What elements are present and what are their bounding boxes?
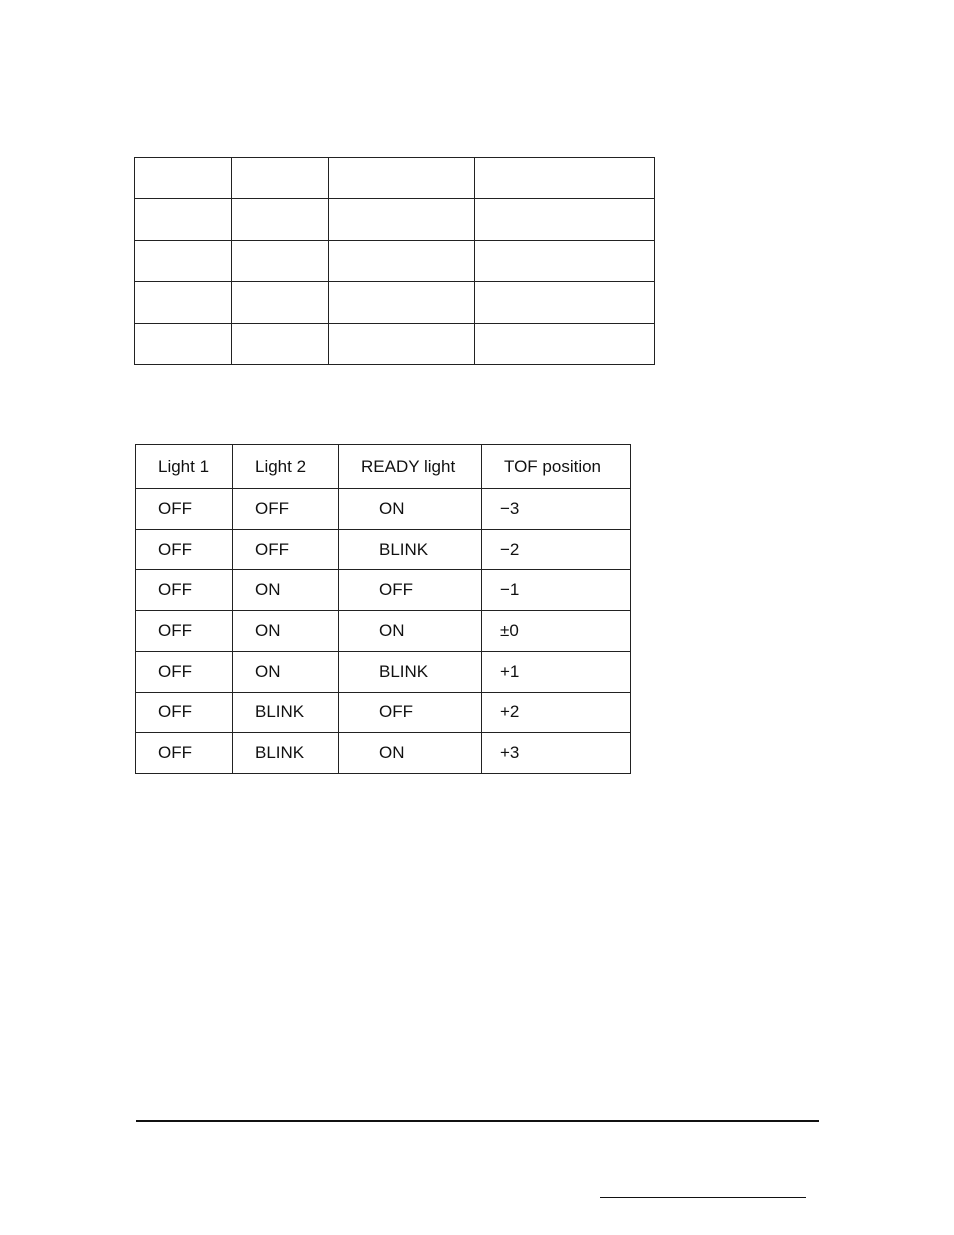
tof-position-cell: −2	[482, 529, 631, 570]
tof-position-cell: +3	[482, 733, 631, 774]
tof-position-cell: +1	[482, 651, 631, 692]
table-row	[136, 489, 631, 530]
table-cell	[135, 323, 232, 364]
column-header-light-1: Light 1	[136, 445, 233, 489]
tof-position-cell: +2	[482, 692, 631, 733]
light-1-cell: OFF	[136, 489, 233, 530]
empty-table	[134, 157, 655, 365]
table-cell	[329, 240, 475, 281]
light-1-cell: OFF	[136, 529, 233, 570]
table-cell	[232, 240, 329, 281]
table-row	[136, 692, 631, 733]
table-cell	[475, 282, 655, 323]
light-2-cell: BLINK	[233, 733, 339, 774]
column-header-ready-light: READY light	[339, 445, 482, 489]
table-cell	[475, 323, 655, 364]
table-cell	[135, 240, 232, 281]
light-2-cell: OFF	[233, 529, 339, 570]
light-2-cell: ON	[233, 651, 339, 692]
table-row	[135, 240, 655, 281]
table-cell	[329, 158, 475, 199]
ready-light-cell: ON	[339, 611, 482, 652]
table-cell	[475, 199, 655, 240]
table-cell	[329, 199, 475, 240]
light-1-cell: OFF	[136, 733, 233, 774]
ready-light-cell: OFF	[339, 692, 482, 733]
ready-light-cell: BLINK	[339, 529, 482, 570]
footer-rule	[136, 1120, 819, 1122]
tof-position-cell: −1	[482, 570, 631, 611]
table-row	[135, 323, 655, 364]
table-row	[136, 651, 631, 692]
table-row	[136, 529, 631, 570]
table-row	[135, 282, 655, 323]
tof-position-cell: ±0	[482, 611, 631, 652]
table-row	[135, 158, 655, 199]
light-1-cell: OFF	[136, 692, 233, 733]
light-1-cell: OFF	[136, 611, 233, 652]
table-cell	[135, 158, 232, 199]
light-2-cell: ON	[233, 570, 339, 611]
ready-light-cell: BLINK	[339, 651, 482, 692]
light-1-cell: OFF	[136, 651, 233, 692]
table-cell	[475, 158, 655, 199]
table-cell	[232, 282, 329, 323]
light-2-cell: OFF	[233, 489, 339, 530]
table-cell	[329, 282, 475, 323]
table-cell	[135, 199, 232, 240]
tof-position-cell: −3	[482, 489, 631, 530]
table-header-row	[136, 445, 631, 489]
table-row	[135, 199, 655, 240]
table-row	[136, 611, 631, 652]
table-row	[136, 570, 631, 611]
ready-light-cell: OFF	[339, 570, 482, 611]
ready-light-cell: ON	[339, 733, 482, 774]
light-2-cell: BLINK	[233, 692, 339, 733]
table-cell	[232, 199, 329, 240]
footer-short-rule	[600, 1197, 806, 1198]
ready-light-cell: ON	[339, 489, 482, 530]
column-header-light-2: Light 2	[233, 445, 339, 489]
light-1-cell: OFF	[136, 570, 233, 611]
light-2-cell: ON	[233, 611, 339, 652]
table-cell	[475, 240, 655, 281]
tof-position-table	[135, 444, 631, 774]
table-cell	[135, 282, 232, 323]
table-row	[136, 733, 631, 774]
table-cell	[232, 158, 329, 199]
table-cell	[232, 323, 329, 364]
table-cell	[329, 323, 475, 364]
column-header-tof-position: TOF position	[482, 445, 631, 489]
